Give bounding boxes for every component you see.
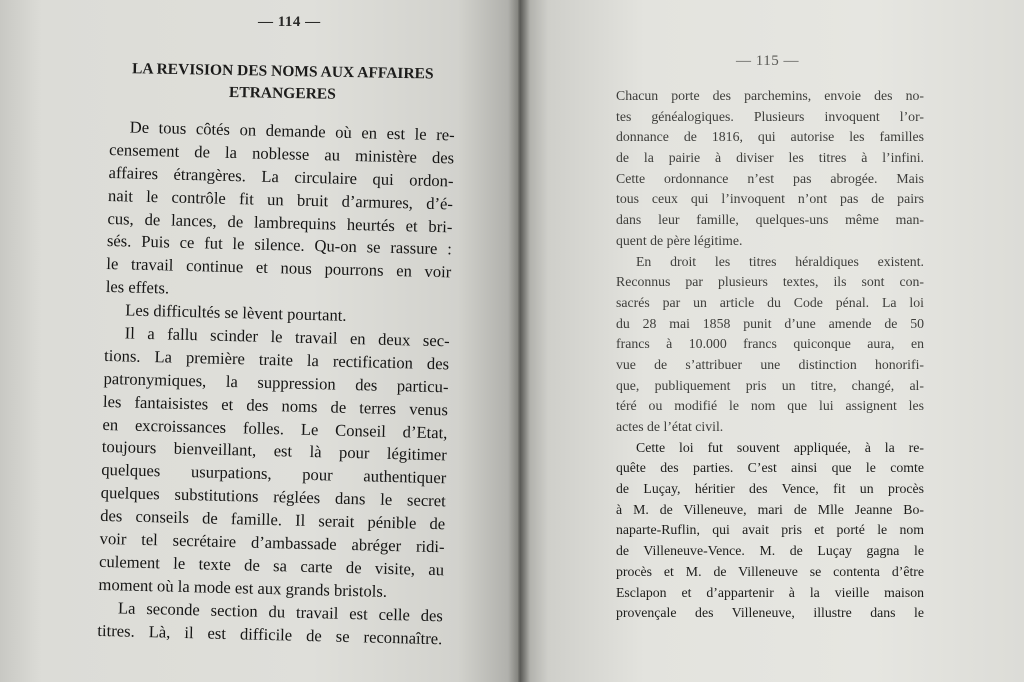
text-line: vue de s’attribuer une distinction honorifi-	[616, 356, 924, 372]
text-line: du 28 mai 1858 punit d’une amende de 50	[616, 315, 924, 331]
text-line: les effets.	[105, 277, 170, 298]
text-line: provençale des Villeneuve, illustre dans le	[616, 605, 924, 621]
text-line: voir tel secrétaire d’ambassade abréger ridi-	[99, 528, 445, 557]
text-line: La seconde section du travail est celle des	[117, 598, 444, 625]
text-line: En droit les titres héraldiques existent.	[636, 253, 924, 269]
text-line: Chacun porte des parchemins, envoie des no-	[616, 88, 924, 103]
text-line: de Villeneuve-Vence. M. de Luçay gagna le	[616, 543, 924, 559]
text-line: actes de l’état civil.	[616, 419, 724, 434]
text-line: quelques usurpations, pour authentiquer	[101, 460, 447, 488]
text-line: Les difficultés se lèvent pourtant.	[125, 300, 347, 325]
text-line: De tous côtés on demande où en est le re-	[129, 117, 455, 145]
text-line: Esclapon et d’appartenir à la vieille maison	[616, 584, 924, 600]
text-line: tes généalogiques. Plusieurs invoquent l’or-	[616, 108, 924, 124]
text-line: sacrés par un article du Code pénal. La loi	[616, 294, 924, 310]
left-page-body	[97, 116, 455, 651]
text-line: téré ou modifié le nom que lui assignent les	[616, 398, 924, 414]
text-line: dans leur famille, quelques-uns même man-	[616, 212, 924, 228]
chapter-title-line: LA REVISION DES NOMS AUX AFFAIRES	[131, 60, 434, 83]
text-line: les fantaisistes et des noms de terres venus	[102, 391, 449, 420]
chapter-title-line: ETRANGERES	[228, 83, 336, 103]
text-line: de la pairie à diviser les titres à l’infini.	[616, 150, 924, 166]
text-line: quelques substitutions réglées dans le secret	[100, 483, 446, 511]
text-line: quent de père légitime.	[616, 232, 743, 248]
text-line: moment où la mode est aux grands bristols.	[98, 574, 388, 601]
text-line: le travail continue et nous pourrons en voir	[106, 254, 452, 282]
text-line: affaires étrangères. La circulaire qui ordon-	[108, 162, 454, 191]
text-line: francs à 10.000 francs quiconque aura, en	[616, 336, 924, 352]
text-line: naparte-Ruflin, qui avait pris et porté le nom	[616, 522, 924, 538]
text-line: cus, de lances, de lambrequins heurtés et bri-	[107, 208, 453, 236]
right-page-body	[616, 86, 924, 624]
text-line: titres. Là, il est difficile de se reconnaître.	[97, 620, 443, 648]
text-line: donnance de 1816, qui autorise les familles	[616, 129, 924, 145]
text-line: toujours bienveillant, est là pour légitimer	[101, 437, 448, 465]
text-line: à M. de Villeneuve, mari de Mlle Jeanne Bo-	[616, 501, 924, 517]
book-gutter	[508, 0, 530, 682]
text-line: culement le texte de sa carte de visite, au	[98, 551, 445, 580]
text-line: tions. La première traite la rectification des	[103, 345, 450, 374]
text-line: nait le contrôle fit un bruit d’armures, d’é-	[107, 185, 454, 214]
text-line: tous ceux qui l’invoquent n’ont pas de pairs	[616, 191, 924, 207]
text-line: Reconnus par plusieurs textes, ils sont con-	[616, 274, 924, 290]
text-line: des conseils de famille. Il serait pénible de	[100, 506, 446, 534]
text-line: Cette ordonnance n’est pas abrogée. Mais	[616, 170, 924, 186]
text-line: en excroissances folles. Le Conseil d’Etat,	[102, 414, 448, 442]
chapter-title	[117, 58, 448, 108]
text-line: Cette loi fut souvent appliquée, à la re-	[636, 439, 924, 455]
text-line: censement de la noblesse au ministère des	[108, 139, 455, 168]
text-line: que, publiquement pris un titre, changé, al-	[616, 377, 924, 393]
text-line: procès et M. de Villeneuve se contenta d’être	[616, 563, 924, 579]
text-line: patronymiques, la suppression des particu-	[103, 368, 449, 397]
right-page-number: — 115 —	[736, 53, 799, 69]
text-line: sés. Puis ce fut le silence. Qu-on se rassure :	[106, 231, 453, 259]
text-line: quête des parties. C’est ainsi que le comte	[616, 460, 924, 476]
text-line: Il a fallu scinder le travail en deux sec-	[124, 323, 450, 351]
left-page-number: — 114 —	[258, 14, 321, 30]
text-line: de Luçay, héritier des Vence, fit un procès	[616, 481, 924, 497]
